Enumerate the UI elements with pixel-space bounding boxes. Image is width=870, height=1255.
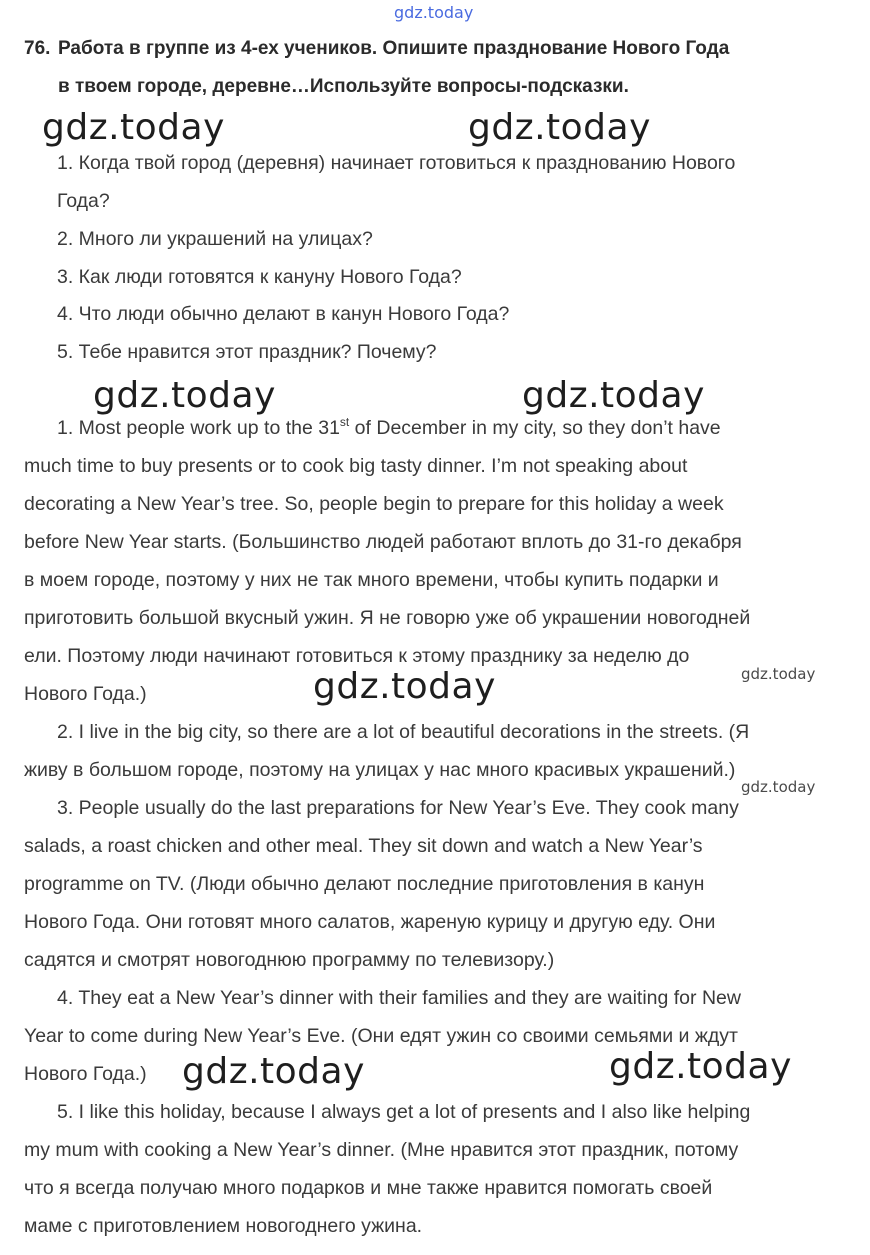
answer-line: 4. They eat a New Year’s dinner with their families and they are waiting for New [57,987,741,1009]
answer-line: decorating a New Year’s tree. So, people begin to prepare for this holiday a week [24,493,724,515]
watermark: gdz.today [182,1051,365,1092]
question-line: 1. Когда твой город (деревня) начинает готовиться к празднованию Нового [57,152,736,174]
question-line: Года? [57,190,110,212]
answer-line: Year to come during New Year’s Eve. (Они едят ужин со своими семьями и ждут [24,1025,738,1047]
task-title-line-2: в твоем городе, деревне…Используйте вопросы-подсказки. [58,76,629,97]
answer-line: что я всегда получаю много подарков и мне также нравится помогать своей [24,1177,713,1199]
watermark: gdz.today [42,107,225,148]
answer-line: живу в большом городе, поэтому на улицах у нас много красивых украшений.) [24,759,736,781]
task-title-line-1: Работа в группе из 4-ех учеников. Опишите празднование Нового Года [58,38,730,59]
answer-line: Нового Года. Они готовят много салатов, жареную курицу и другую еду. Они [24,911,716,933]
answer-line: в моем городе, поэтому у них не так много времени, чтобы купить подарки и [24,569,719,591]
answer-line: much time to buy presents or to cook big tasty dinner. I’m not speaking about [24,455,688,477]
answer-1-end: of December in my city, so they don’t have [349,417,721,439]
watermark-small: gdz.today [741,778,816,796]
answer-line: ели. Поэтому люди начинают готовиться к этому празднику за неделю до [24,645,690,667]
answer-line: садятся и смотрят новогоднюю программу по телевизору.) [24,949,555,971]
watermark-top: gdz.today [394,3,474,22]
question-line: 3. Как люди готовятся к кануну Нового Года? [57,266,462,288]
watermark: gdz.today [468,107,651,148]
watermark-small: gdz.today [741,665,816,683]
watermark: gdz.today [522,375,705,416]
task-number: 76. [24,38,51,59]
watermark: gdz.today [313,666,496,707]
watermark: gdz.today [93,375,276,416]
question-line: 4. Что люди обычно делают в канун Нового Года? [57,303,510,325]
question-line: 2. Много ли украшений на улицах? [57,228,373,250]
answer-line: маме с приготовлением новогоднего ужина. [24,1215,423,1237]
answer-line: 2. I live in the big city, so there are a lot of beautiful decorations in the streets. (Я [57,721,750,743]
answer-line: 5. I like this holiday, because I always get a lot of presents and I also like helping [57,1101,751,1123]
answer-line: before New Year starts. (Большинство людей работают вплоть до 31-го декабря [24,531,742,553]
answer-1-start: 1. Most people work up to the 31 [57,417,340,439]
ordinal-suffix: st [339,415,350,429]
answer-line: my mum with cooking a New Year’s dinner. (Мне нравится этот праздник, потому [24,1139,739,1161]
answer-line [57,416,721,440]
answer-line: Нового Года.) [24,683,147,705]
question-line: 5. Тебе нравится этот праздник? Почему? [57,341,437,363]
answer-line: programme on TV. (Люди обычно делают последние приготовления в канун [24,873,705,895]
answer-line: приготовить большой вкусный ужин. Я не говорю уже об украшении новогодней [24,607,751,629]
answer-line: salads, a roast chicken and other meal. They sit down and watch a New Year’s [24,835,703,857]
answer-line: 3. People usually do the last preparations for New Year’s Eve. They cook many [57,797,739,819]
answer-line: Нового Года.) [24,1063,147,1085]
watermark: gdz.today [609,1046,792,1087]
